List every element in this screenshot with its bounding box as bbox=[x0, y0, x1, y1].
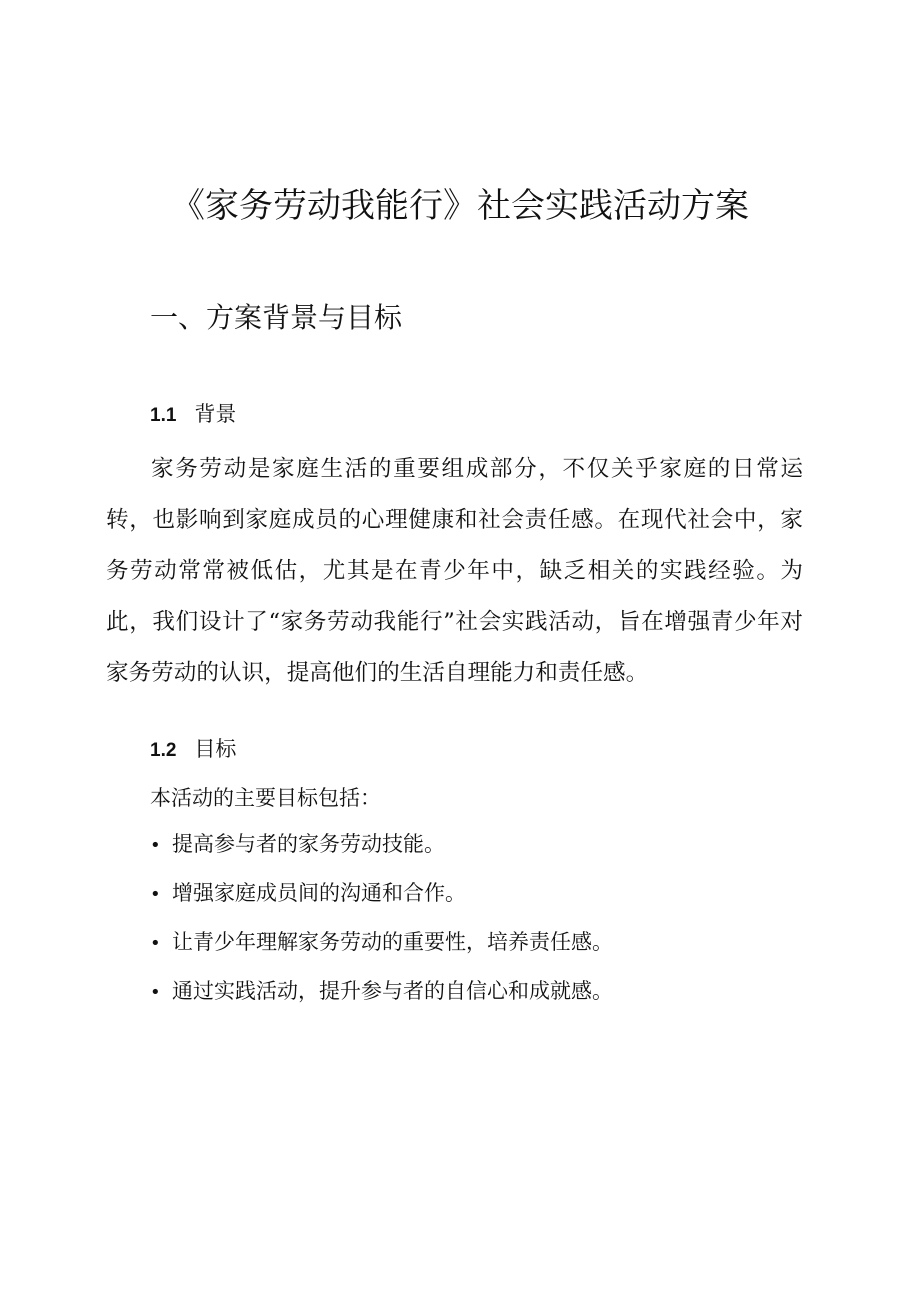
list-item bbox=[150, 827, 613, 876]
list-item bbox=[150, 876, 613, 925]
subsection-title: 背景 bbox=[194, 402, 237, 426]
list-item bbox=[150, 974, 613, 1023]
list-item bbox=[150, 925, 613, 974]
bullet-icon: • bbox=[150, 884, 161, 905]
subsection-heading-background bbox=[150, 399, 236, 431]
subsection-number: 1.2 bbox=[150, 740, 177, 761]
goal-text: 增强家庭成员间的沟通和合作。 bbox=[172, 881, 466, 905]
goal-text: 提高参与者的家务劳动技能。 bbox=[172, 832, 445, 856]
subsection-number: 1.1 bbox=[150, 405, 177, 426]
subsection-heading-goals bbox=[150, 734, 236, 766]
goal-text: 让青少年理解家务劳动的重要性，培养责任感。 bbox=[172, 930, 613, 954]
subsection-title: 目标 bbox=[194, 737, 237, 761]
bullet-icon: • bbox=[150, 835, 161, 856]
background-paragraph: 家务劳动是家庭生活的重要组成部分，不仅关乎家庭的日常运转，也影响到家庭成员的心理健康和社会责任感。在现代社会中，家务劳动常常被低估，尤其是在青少年中，缺乏相关的实践经验。为此，我们设计了“家务劳动我能行”社会实践活动，旨在增强青少年对家务劳动的认识，提高他们的生活自理能力和责任感。 bbox=[106, 456, 803, 686]
goal-text: 通过实践活动，提升参与者的自信心和成就感。 bbox=[172, 979, 613, 1003]
goals-intro: 本活动的主要目标包括： bbox=[150, 786, 381, 810]
document-title: 《家务劳动我能行》社会实践活动方案 bbox=[171, 186, 749, 226]
section-heading-background-goals: 一、方案背景与目标 bbox=[150, 301, 403, 334]
goals-list bbox=[150, 827, 613, 1023]
bullet-icon: • bbox=[150, 933, 161, 954]
bullet-icon: • bbox=[150, 982, 161, 1003]
